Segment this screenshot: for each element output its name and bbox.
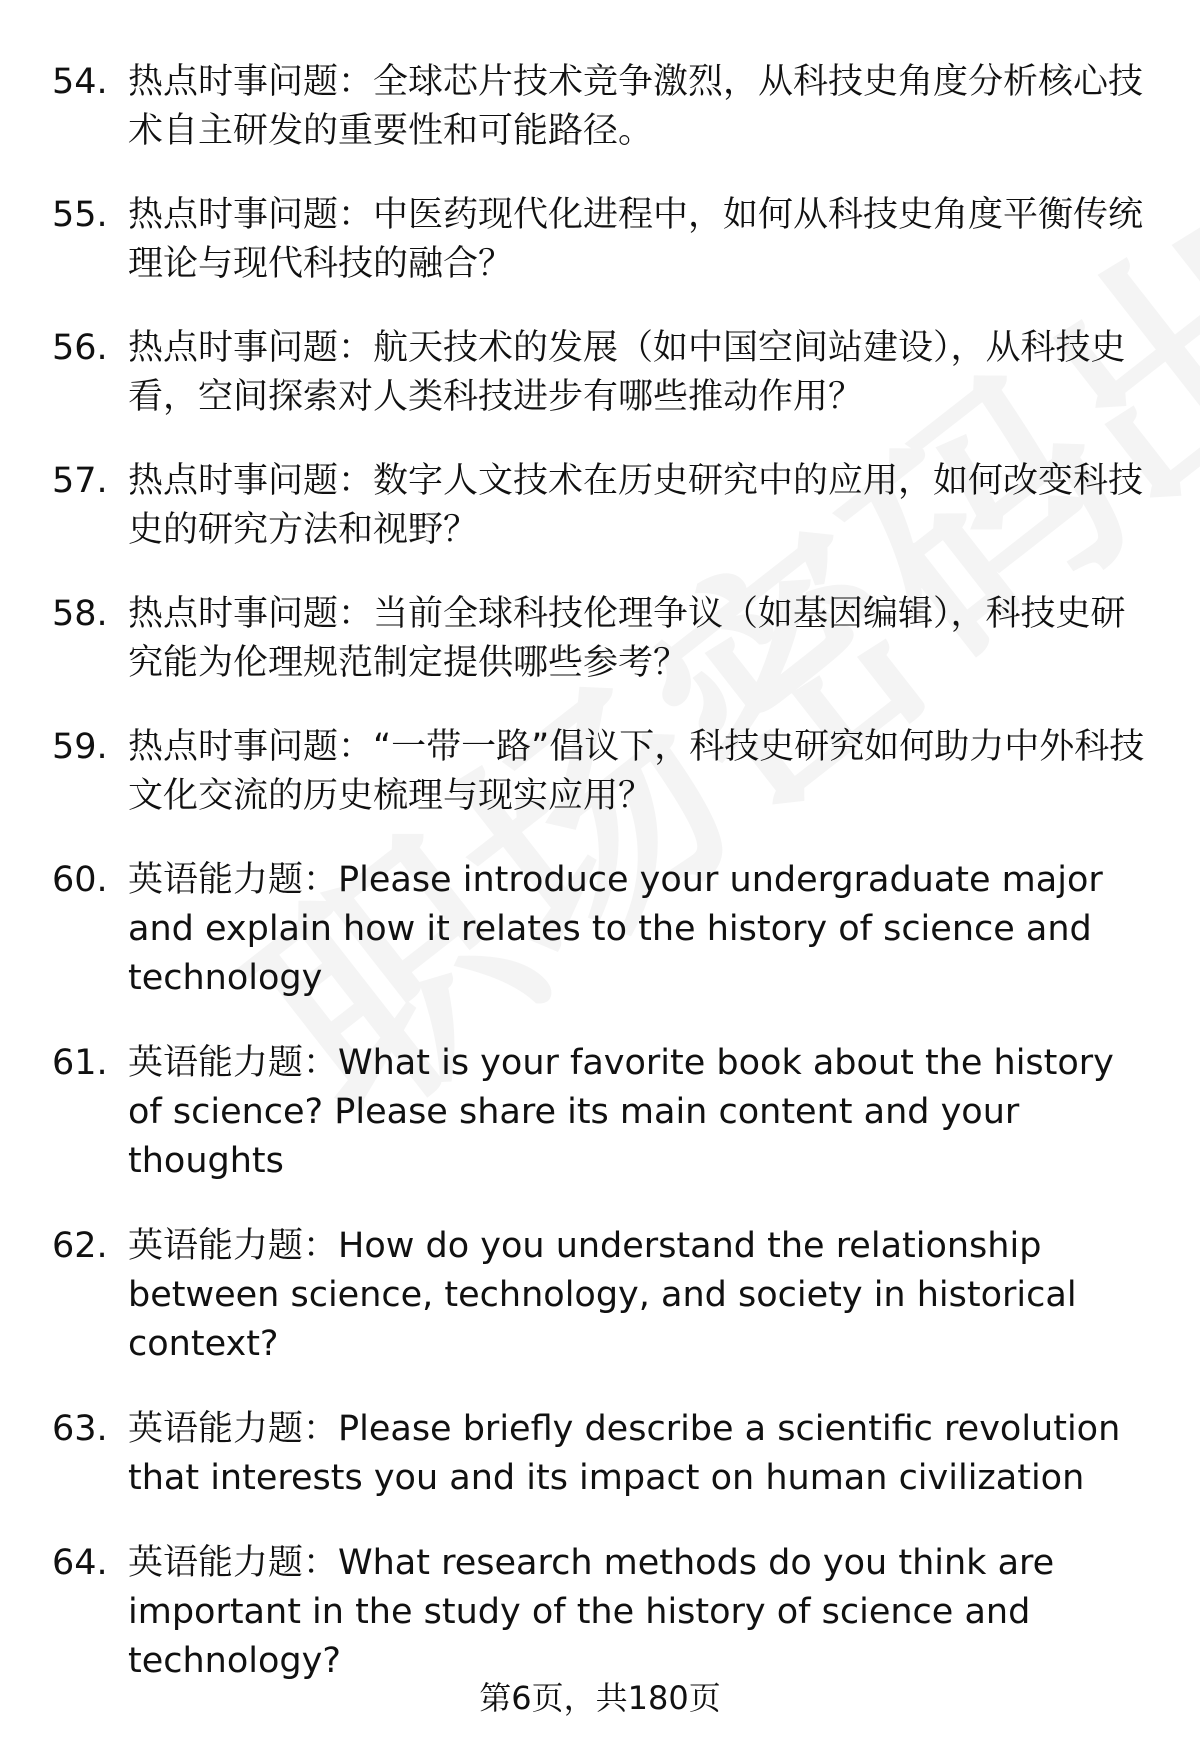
question-category: 热点时事问题： <box>128 328 374 368</box>
question-number: 54. <box>52 62 108 102</box>
question-number: 57. <box>52 461 108 501</box>
question-text: What is your favorite book about the history of science? Please share its main content and your thoughts <box>128 1043 1114 1181</box>
question-category: 英语能力题： <box>128 860 339 900</box>
question-text: Please introduce your undergraduate major and explain how it relates to the history of science and technology <box>128 860 1103 998</box>
question-text: 数字人文技术在历史研究中的应用，如何改变科技史的研究方法和视野？ <box>128 461 1144 550</box>
question-category: 热点时事问题： <box>128 461 374 501</box>
question-category: 热点时事问题： <box>128 195 374 235</box>
question-text: 当前全球科技伦理争议（如基因编辑），科技史研究能为伦理规范制定提供哪些参考？ <box>128 594 1126 683</box>
question-number: 55. <box>52 195 108 235</box>
question-text: 中医药现代化进程中，如何从科技史角度平衡传统理论与现代科技的融合？ <box>128 195 1144 284</box>
question-number: 62. <box>52 1226 108 1266</box>
list-item <box>0 191 1200 289</box>
list-item <box>0 856 1200 1003</box>
question-number: 61. <box>52 1043 108 1083</box>
question-number: 64. <box>52 1543 108 1583</box>
list-item <box>0 457 1200 555</box>
question-text: 航天技术的发展（如中国空间站建设），从科技史看，空间探索对人类科技进步有哪些推动作用？ <box>128 328 1126 417</box>
question-category: 英语能力题： <box>128 1543 339 1583</box>
question-list <box>0 58 1200 1722</box>
question-number: 63. <box>52 1409 108 1449</box>
page-number-footer: 第6页，共180页 <box>479 1679 721 1717</box>
question-category: 热点时事问题： <box>128 727 374 767</box>
question-text: “一带一路”倡议下，科技史研究如何助力中外科技文化交流的历史梳理与现实应用？ <box>128 727 1145 816</box>
question-number: 60. <box>52 860 108 900</box>
question-category: 英语能力题： <box>128 1043 339 1083</box>
list-item <box>0 324 1200 422</box>
question-category: 热点时事问题： <box>128 62 374 102</box>
list-item <box>0 1405 1200 1503</box>
question-text: How do you understand the relationship between science, technology, and society in historical context? <box>128 1226 1077 1364</box>
question-text: 全球芯片技术竞争激烈，从科技史角度分析核心技术自主研发的重要性和可能路径。 <box>128 62 1144 151</box>
question-text: Please briefly describe a scientific revolution that interests you and its impact on human civilization <box>128 1409 1121 1498</box>
question-category: 热点时事问题： <box>128 594 374 634</box>
question-category: 英语能力题： <box>128 1226 339 1266</box>
question-number: 59. <box>52 727 108 767</box>
list-item <box>0 58 1200 156</box>
list-item <box>0 590 1200 688</box>
question-text: What research methods do you think are important in the study of the history of science and technology? <box>128 1543 1055 1681</box>
list-item <box>0 1539 1200 1686</box>
question-number: 56. <box>52 328 108 368</box>
list-item <box>0 1222 1200 1369</box>
question-category: 英语能力题： <box>128 1409 339 1449</box>
list-item <box>0 1039 1200 1186</box>
question-number: 58. <box>52 594 108 634</box>
list-item <box>0 723 1200 821</box>
